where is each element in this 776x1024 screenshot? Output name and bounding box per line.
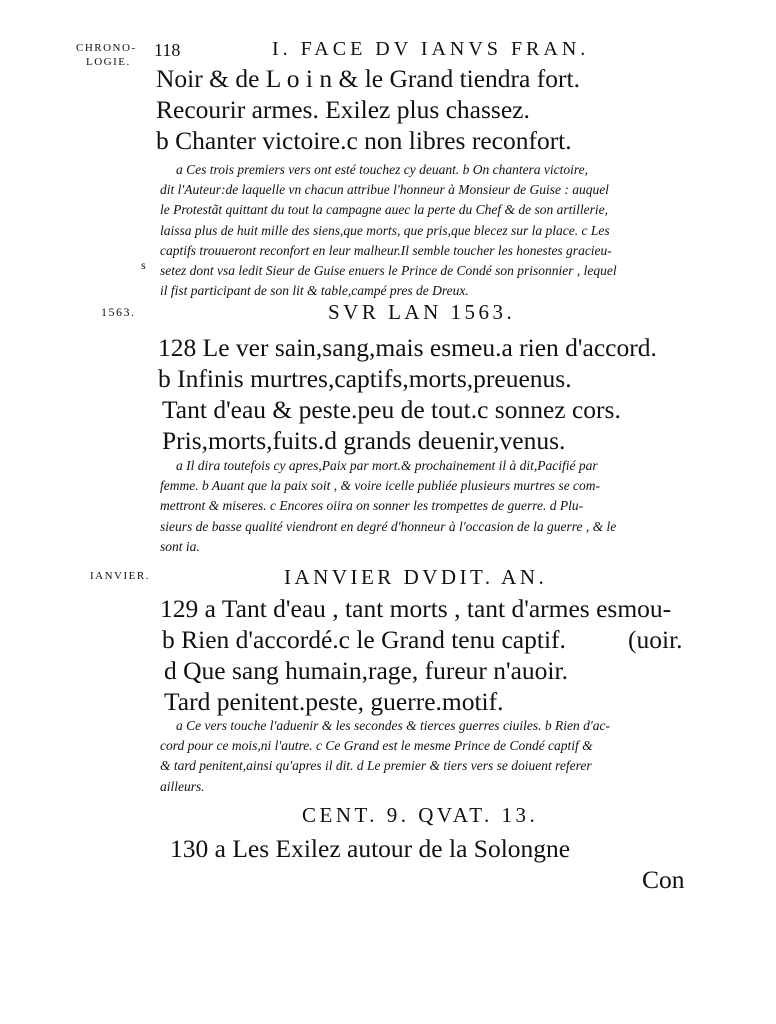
commentary-line: mettront & miseres. c Encores oiira on sonner les trompettes de guerre. d Plu- (160, 498, 584, 514)
commentary-line: dit l'Auteur:de laquelle vn chacun attribue l'honneur à Monsieur de Guise : auquel (160, 182, 609, 198)
running-title: I. FACE DV IANVS FRAN. (272, 38, 590, 60)
page-number: 118 (154, 40, 181, 60)
margin-chrono-line2: LOGIE. (86, 56, 131, 68)
verse-line: Recourir armes. Exilez plus chassez. (156, 95, 530, 124)
margin-year-1563: 1563. (101, 305, 136, 319)
section-heading: IANVIER DVDIT. AN. (284, 565, 548, 589)
commentary-line: femme. b Auant que la paix soit , & voire icelle publiée plusieurs murtres se com- (160, 478, 601, 494)
commentary-line: sont ia. (160, 538, 200, 554)
commentary-block (160, 716, 688, 797)
verse-line: Tant d'eau & peste.peu de tout.c sonnez cors. (162, 395, 621, 424)
commentary-line: setez dont vsa ledit Sieur de Guise enuers le Prince de Condé son prisonnier , lequel (160, 263, 617, 279)
commentary-line: cord pour ce mois,ni l'autre. c Ce Grand est le mesme Prince de Condé captif & (160, 738, 593, 754)
commentary-line: a Ce vers touche l'aduenir & les secondes & tierces guerres ciuiles. b Rien d'ac- (176, 718, 611, 733)
verse-line: d Que sang humain,rage, fureur n'auoir. (164, 656, 568, 685)
verse-line: Pris,morts,fuits.d grands deuenir,venus. (162, 426, 566, 455)
section-heading: SVR LAN 1563. (328, 300, 516, 324)
commentary-line: a Ces trois premiers vers ont esté touchez cy deuant. b On chantera victoire, (176, 162, 589, 177)
verse-line: Tard penitent.peste, guerre.motif. (164, 687, 504, 716)
commentary-line: laissa plus de huit mille des siens,que morts, que pris,que blecez sur la place. c Les (160, 222, 610, 238)
margin-ianvier: IANVIER. (90, 570, 150, 582)
catchword: Con (642, 865, 685, 894)
verse-line: Noir & de L o i n & le Grand tiendra fort. (156, 64, 580, 93)
commentary-block (160, 160, 688, 301)
verse-tail: (uoir. (628, 625, 683, 654)
verse-line: b Infinis murtres,captifs,morts,preuenus. (158, 364, 572, 393)
verse-line: 129 a Tant d'eau , tant morts , tant d'armes esmou- (160, 594, 672, 623)
verse-line: 128 Le ver sain,sang,mais esmeu.a rien d'accord. (158, 333, 657, 362)
commentary-block (160, 456, 688, 557)
verse-line: b Rien d'accordé.c le Grand tenu captif. (162, 625, 566, 654)
commentary-line: a Il dira toutefois cy apres,Paix par mort.& prochainement il à dit,Pacifié par (176, 458, 598, 473)
margin-chrono-line1: CHRONO- (76, 42, 137, 54)
commentary-line: ailleurs. (160, 778, 205, 794)
commentary-line: captifs trouueront reconfort en leur malheur.Il semble toucher les honestes gracieu- (160, 242, 612, 258)
verse-line: b Chanter victoire.c non libres reconfort. (156, 126, 572, 155)
commentary-line: il fist participant de son lit & table,campé pres de Dreux. (160, 283, 469, 299)
verse-line: 130 a Les Exilez autour de la Solongne (170, 834, 571, 863)
commentary-line: sieurs de basse qualité viendront en degré d'honneur à l'occasion de la guerre , & le (160, 518, 617, 534)
commentary-line: le Protestãt quittant du tout la campagne auec la perte du Chef & de son artillerie, (160, 202, 608, 218)
section-heading: CENT. 9. QVAT. 13. (302, 803, 539, 827)
side-mark: s (141, 258, 146, 272)
commentary-line: & tard penitent,ainsi qu'apres il dit. d Le premier & tiers vers se doiuent referer (160, 758, 592, 774)
